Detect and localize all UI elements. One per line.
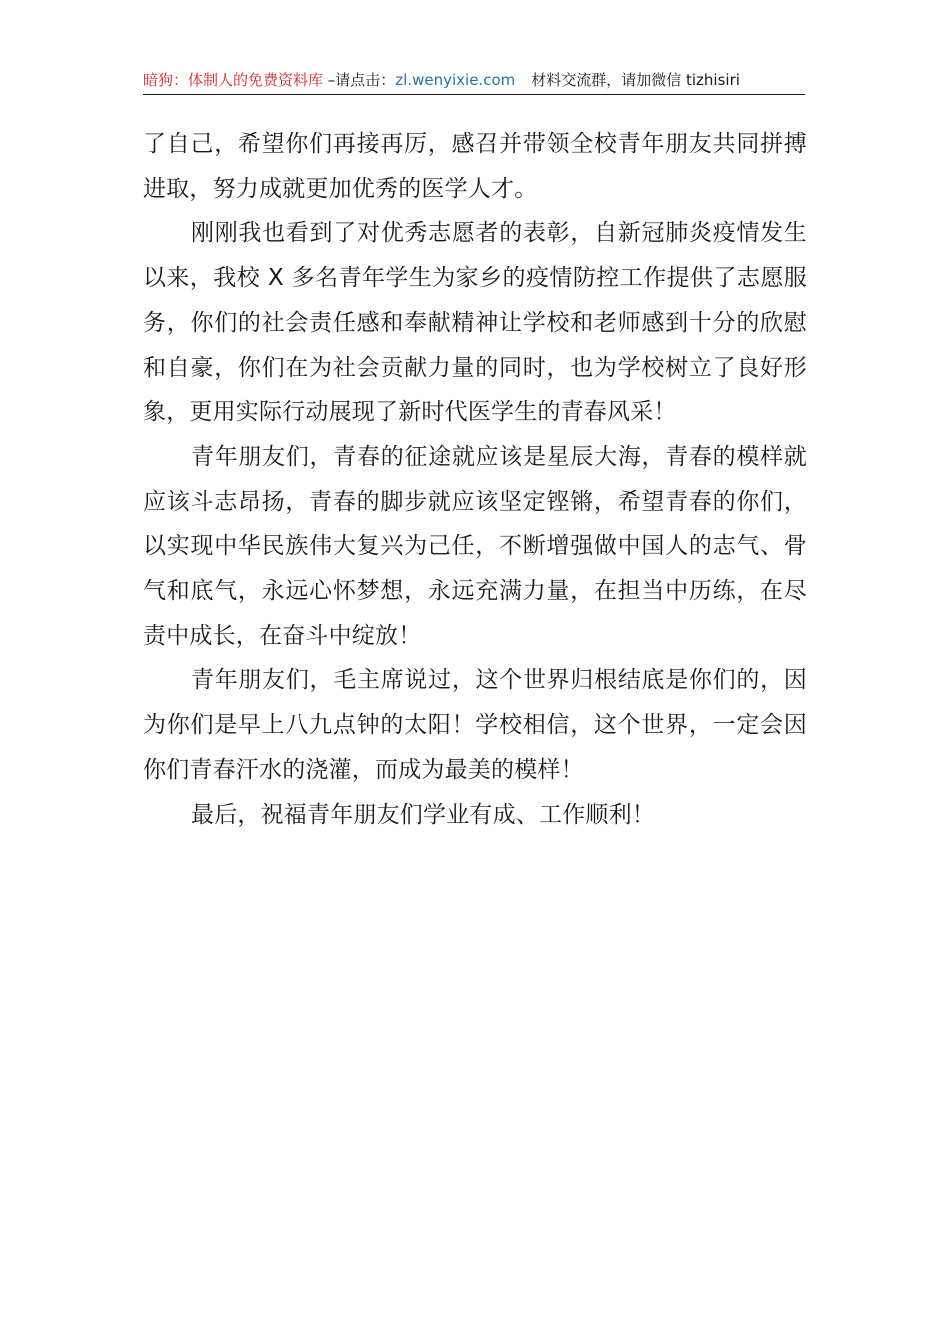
header-click-prompt: –请点击： (323, 71, 396, 89)
paragraph-closing-wishes: 最后，祝福青年朋友们学业有成、工作顺利！ (191, 801, 655, 828)
header-url-link[interactable]: zl.wenyixie.com (395, 71, 516, 89)
paragraph-continued: 了自己，希望你们再接再厉，感召并带领全校青年朋友共同拼搏进取，努力成就更加优秀的医学人才。 (143, 131, 807, 202)
paragraph-youth-journey: 青年朋友们，青春的征途就应该是星辰大海，青春的模样就应该斗志昂扬，青春的脚步就应该坚定铿锵，希望青春的你们，以实现中华民族伟大复兴为己任，不断增强做中国人的志气、骨气和底气，永远心怀梦想，永远充满力量，在担当中历练，在尽责中成长，在奋斗中绽放！ (143, 443, 807, 649)
header-contact-text: 材料交流群，请加微信 tizhisiri (531, 71, 740, 89)
page-header (143, 66, 805, 95)
document-body (143, 122, 807, 837)
paragraph-volunteers: 刚刚我也看到了对优秀志愿者的表彰，自新冠肺炎疫情发生以来，我校 X 多名青年学生为家乡的疫情防控工作提供了志愿服务，你们的社会责任感和奉献精神让学校和老师感到十分的欣慰和自豪，你们在为社会贡献力量的同时，也为学校树立了良好形象，更用实际行动展现了新时代医学生的青春风采！ (143, 220, 807, 426)
paragraph-chairman-quote: 青年朋友们，毛主席说过，这个世界归根结底是你们的，因为你们是早上八九点钟的太阳！学校相信，这个世界，一定会因你们青春汗水的浇灌，而成为最美的模样！ (143, 667, 807, 783)
header-brand-text: 暗狗：体制人的免费资料库 (143, 71, 324, 89)
